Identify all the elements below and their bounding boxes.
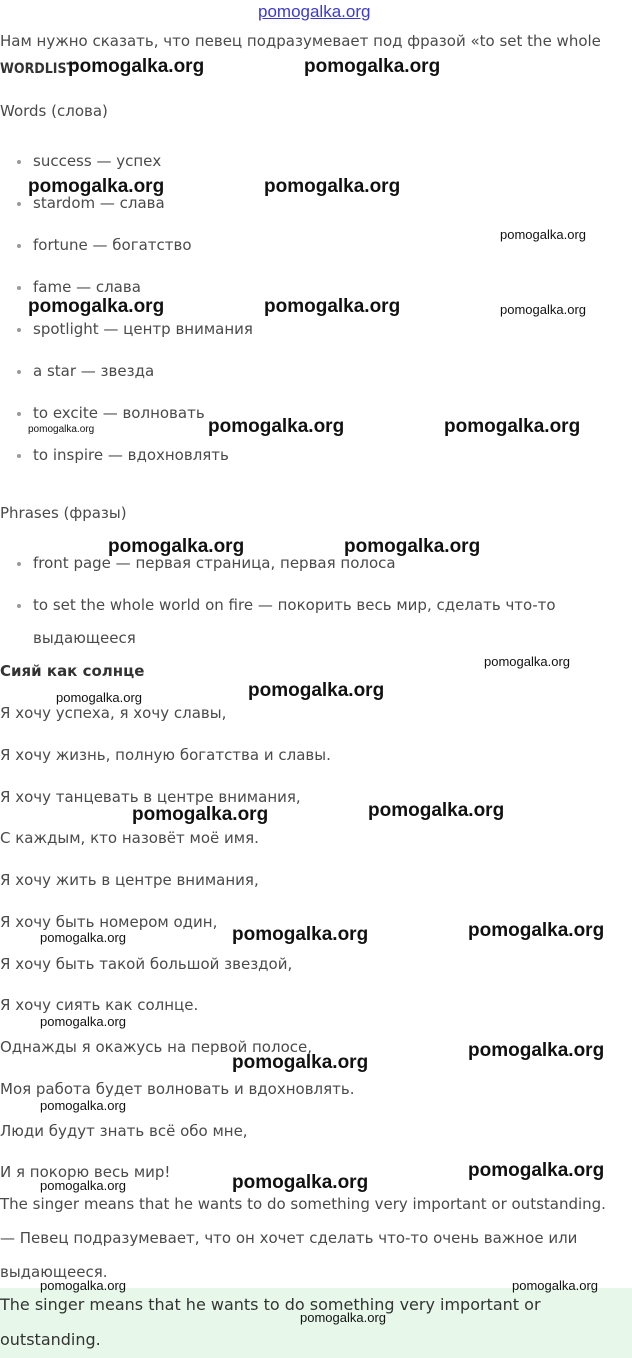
- lyric-line: С каждым, кто назовёт моё имя.: [0, 829, 259, 847]
- song-title: Сияй как солнце: [0, 662, 145, 680]
- list-item: a star — звезда: [33, 362, 155, 380]
- lyric-line: Я хочу танцевать в центре внимания,: [0, 788, 301, 806]
- watermark: pomogalka.org: [304, 56, 441, 77]
- watermark: pomogalka.org: [264, 176, 401, 197]
- list-item-continuation: выдающееся: [33, 629, 136, 647]
- watermark: pomogalka.org: [500, 302, 586, 317]
- bullet-icon: [17, 562, 21, 566]
- watermark: pomogalka.org: [40, 1278, 126, 1293]
- watermark: pomogalka.org: [264, 296, 401, 317]
- watermark: pomogalka.org: [68, 56, 205, 77]
- answer-text-continued: outstanding.: [0, 1330, 101, 1349]
- watermark: pomogalka.org: [108, 536, 245, 557]
- conclusion-english: The singer means that he wants to do something very important or outstanding.: [0, 1195, 606, 1213]
- watermark: pomogalka.org: [56, 690, 142, 705]
- bullet-icon: [17, 454, 21, 458]
- list-item: fortune — богатство: [33, 236, 192, 254]
- watermark: pomogalka.org: [368, 800, 505, 821]
- watermark: pomogalka.org: [512, 1278, 598, 1293]
- lyric-line: Я хочу жить в центре внимания,: [0, 871, 259, 889]
- list-item: to inspire — вдохновлять: [33, 446, 229, 464]
- lyric-line: И я покорю весь мир!: [0, 1163, 171, 1181]
- list-item: stardom — слава: [33, 194, 165, 212]
- bullet-icon: [17, 412, 21, 416]
- lyric-line: Я хочу сиять как солнце.: [0, 996, 199, 1014]
- bullet-icon: [17, 160, 21, 164]
- watermark: pomogalka.org: [344, 536, 481, 557]
- site-link[interactable]: pomogalka.org: [258, 2, 371, 21]
- lyric-line: Люди будут знать всё обо мне,: [0, 1122, 248, 1140]
- watermark: pomogalka.org: [444, 416, 581, 437]
- watermark: pomogalka.org: [232, 924, 369, 945]
- watermark: pomogalka.org: [468, 920, 605, 941]
- watermark: pomogalka.org: [40, 1098, 126, 1113]
- lyric-line: Однажды я окажусь на первой полосе,: [0, 1038, 312, 1056]
- watermark: pomogalka.org: [468, 1160, 605, 1181]
- lyric-line: Я хочу жизнь, полную богатства и славы.: [0, 746, 331, 764]
- watermark: pomogalka.org: [28, 424, 95, 435]
- watermark: pomogalka.org: [132, 804, 269, 825]
- list-item: to excite — волновать: [33, 404, 205, 422]
- bullet-icon: [17, 244, 21, 248]
- list-item: front page — первая страница, первая полоса: [33, 554, 396, 572]
- list-item: to set the whole world on fire — покорить весь мир, сделать что-то: [33, 596, 556, 614]
- bullet-icon: [17, 202, 21, 206]
- watermark: pomogalka.org: [40, 1014, 126, 1029]
- watermark: pomogalka.org: [248, 680, 385, 701]
- watermark: pomogalka.org: [28, 176, 165, 197]
- bullet-icon: [17, 286, 21, 290]
- lyric-line: Моя работа будет волновать и вдохновлять.: [0, 1080, 355, 1098]
- list-item: fame — слава: [33, 278, 141, 296]
- watermark: pomogalka.org: [40, 930, 126, 945]
- list-item: spotlight — центр внимания: [33, 320, 253, 338]
- watermark: pomogalka.org: [232, 1052, 369, 1073]
- lyric-line: Я хочу быть номером один,: [0, 913, 218, 931]
- conclusion-russian: — Певец подразумевает, что он хочет сделать что-то очень важное или: [0, 1229, 578, 1247]
- phrases-heading: Phrases (фразы): [0, 504, 127, 522]
- bullet-icon: [17, 328, 21, 332]
- lyric-line: Я хочу быть такой большой звездой,: [0, 955, 293, 973]
- words-heading: Words (слова): [0, 102, 108, 120]
- watermark: pomogalka.org: [28, 296, 165, 317]
- wordlist-title: WORDLIST: [0, 61, 76, 77]
- watermark: pomogalka.org: [300, 1310, 386, 1325]
- watermark: pomogalka.org: [500, 227, 586, 242]
- bullet-icon: [17, 370, 21, 374]
- intro-text: Нам нужно сказать, что певец подразумевает под фразой «to set the whole: [0, 32, 601, 50]
- bullet-icon: [17, 604, 21, 608]
- watermark: pomogalka.org: [468, 1040, 605, 1061]
- watermark: pomogalka.org: [232, 1172, 369, 1193]
- watermark: pomogalka.org: [484, 654, 570, 669]
- list-item: success — успех: [33, 152, 162, 170]
- lyric-line: Я хочу успеха, я хочу славы,: [0, 704, 227, 722]
- watermark: pomogalka.org: [208, 416, 345, 437]
- answer-text: The singer means that he wants to do something very important or: [0, 1295, 541, 1314]
- conclusion-russian-continued: выдающееся.: [0, 1263, 108, 1281]
- watermark: pomogalka.org: [40, 1178, 126, 1193]
